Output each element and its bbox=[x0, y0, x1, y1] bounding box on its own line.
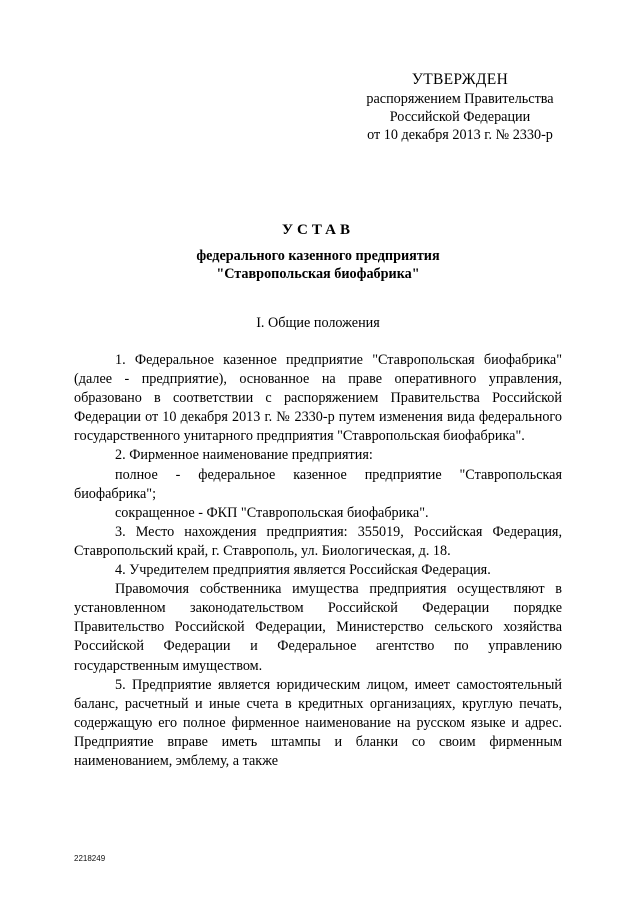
approval-line-1: распоряжением Правительства bbox=[366, 91, 554, 107]
paragraph-5: 5. Предприятие является юридическим лицом, имеет самостоятельный баланс, расчетный и иные счета в кредитных организациях, круглую печать, содержащую его полное фирменное наименование на русском языке и адрес. Предприятие вправе иметь штампы и бланки со своим фирменным наименованием, эмблему, а также bbox=[74, 676, 562, 769]
document-subtitle bbox=[74, 247, 562, 283]
paragraph-3: 3. Место нахождения предприятия: 355019, Российская Федерация, Ставропольский край, г. Ставрополь, ул. Биологическая, д. 18. bbox=[74, 523, 562, 559]
paragraph-owner-rights: Правомочия собственника имущества предприятия осуществляют в установленном законодательством Российской Федерации порядке Правительство Российской Федерации, Министерство сельского хозяйства Российской Федерации и Федеральное агентство по управлению государственным имуществом. bbox=[74, 581, 562, 674]
paragraph-4: 4. Учредителем предприятия является Российская Федерация. bbox=[115, 562, 491, 579]
approval-stamp bbox=[340, 70, 580, 144]
approval-heading: УТВЕРЖДЕН bbox=[411, 71, 509, 88]
document-code: 2218249 bbox=[74, 854, 106, 863]
paragraph-2: 2. Фирменное наименование предприятия: bbox=[115, 447, 373, 464]
paragraph-1: 1. Федеральное казенное предприятие "Ставропольская биофабрика" (далее - предприятие), основанное на праве оперативного управления, образовано в соответствии с распоряжением Правительства Российской Федерации от 10 декабря 2013 г. № 2330-р путем изменения вида федерального государственного унитарного предприятия "Ставропольская биофабрика". bbox=[74, 352, 562, 445]
subtitle-line-2: "Ставропольская биофабрика" bbox=[216, 266, 420, 282]
section-heading: I. Общие положения bbox=[256, 315, 380, 331]
subtitle-line-1: федерального казенного предприятия bbox=[196, 248, 440, 264]
document-title: УСТАВ bbox=[282, 222, 354, 238]
approval-line-3: от 10 декабря 2013 г. № 2330-р bbox=[367, 127, 553, 143]
paragraph-full-name: полное - федеральное казенное предприятие "Ставропольская биофабрика"; bbox=[74, 466, 562, 502]
approval-line-2: Российской Федерации bbox=[389, 109, 531, 125]
document-body bbox=[74, 351, 562, 771]
paragraph-short-name: сокращенное - ФКП "Ставропольская биофабрика". bbox=[115, 504, 429, 521]
